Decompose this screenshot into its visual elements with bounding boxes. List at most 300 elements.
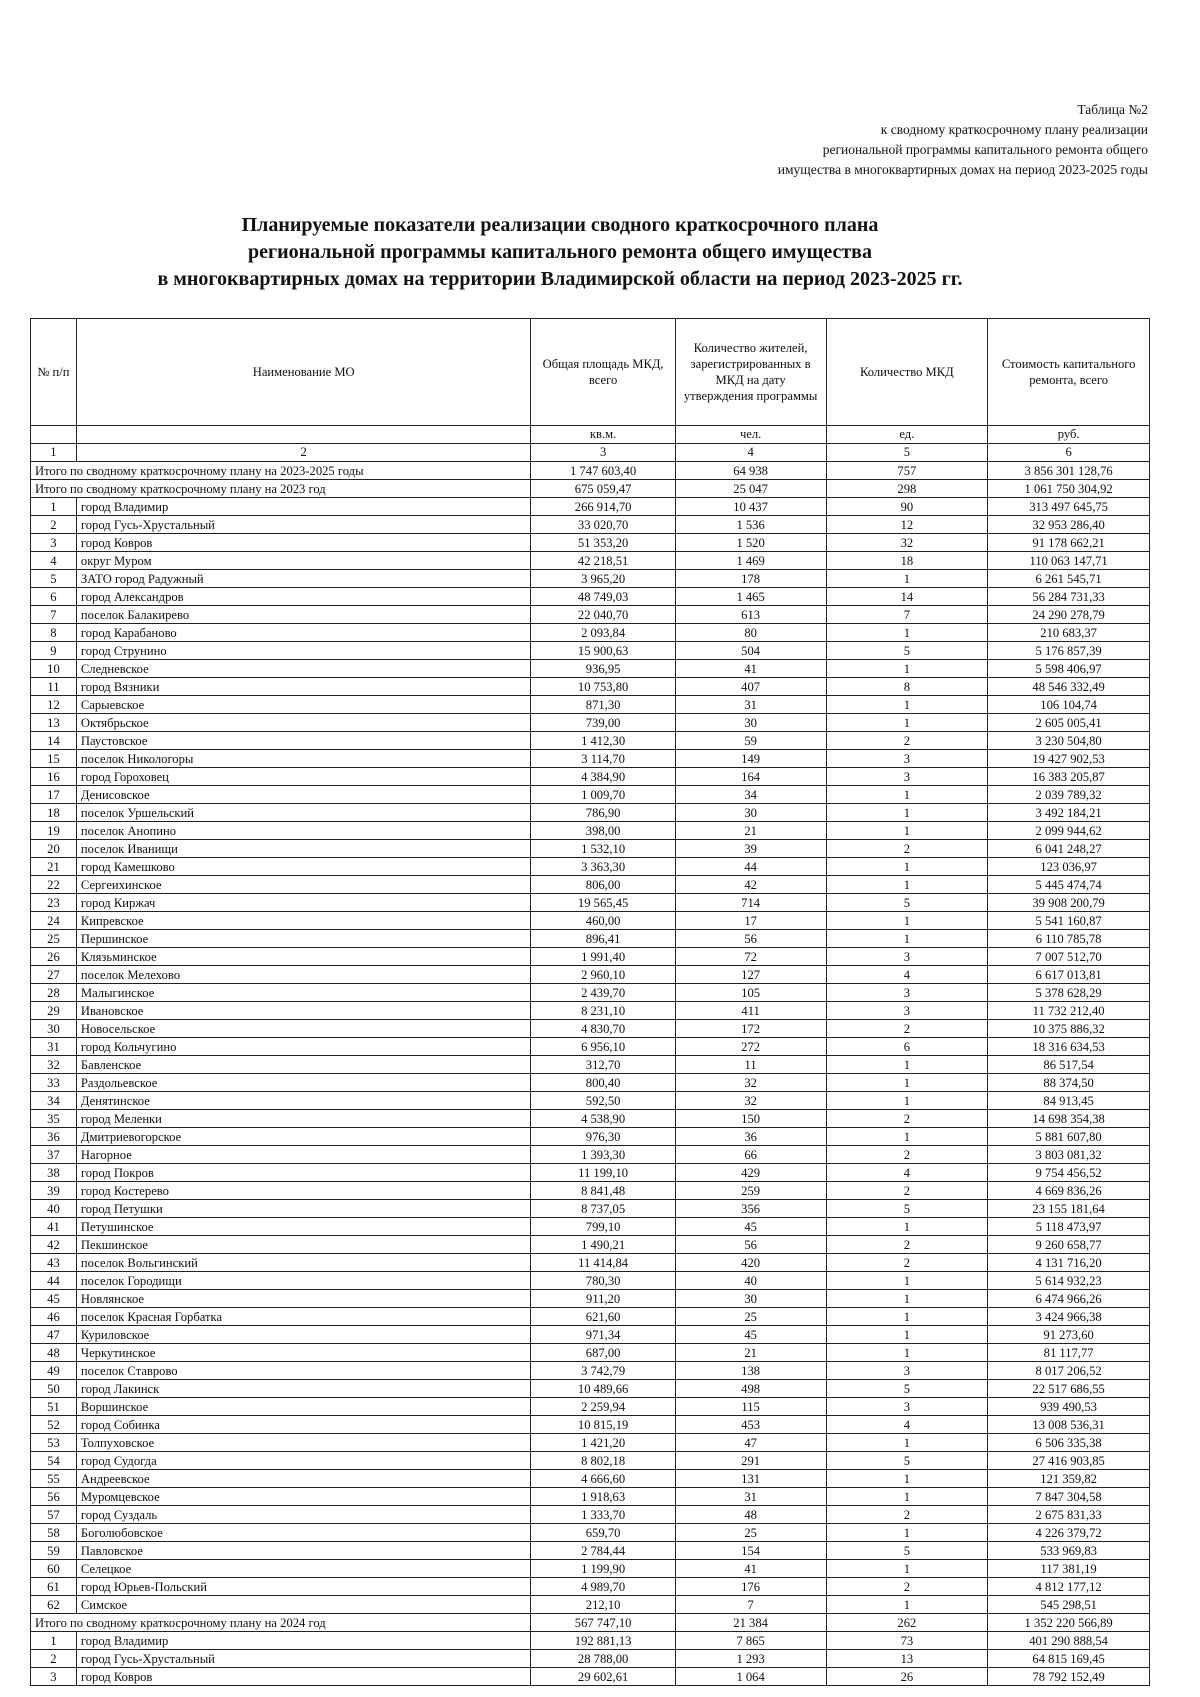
cost-cell: 313 497 645,75 [988,498,1150,516]
houses-cell: 1 [826,1074,988,1092]
table-row [31,1470,1150,1488]
residents-cell: 36 [675,1128,826,1146]
row-number: 43 [31,1254,77,1272]
table-row [31,1092,1150,1110]
houses-cell: 3 [826,948,988,966]
municipality-name: город Владимир [76,498,531,516]
municipality-name: Сергеихинское [76,876,531,894]
municipality-name: Бавленское [76,1056,531,1074]
row-number: 40 [31,1200,77,1218]
houses-cell: 1 [826,822,988,840]
title-line: в многоквартирных домах на территории Владимирской области на период 2023-2025 гг. [157,268,963,290]
cost-cell: 210 683,37 [988,624,1150,642]
area-cell: 976,30 [531,1128,675,1146]
table-row [31,534,1150,552]
table-row [31,984,1150,1002]
cost-cell: 91 178 662,21 [988,534,1150,552]
residents-cell: 21 [675,822,826,840]
residents-cell: 32 [675,1074,826,1092]
houses-cell: 1 [826,1470,988,1488]
cost-cell: 4 812 177,12 [988,1578,1150,1596]
area-cell: 1 532,10 [531,840,675,858]
table-row [31,678,1150,696]
residents-cell: 72 [675,948,826,966]
row-number: 56 [31,1488,77,1506]
houses-cell: 1 [826,1326,988,1344]
cost-cell: 24 290 278,79 [988,606,1150,624]
cost-cell: 23 155 181,64 [988,1200,1150,1218]
houses-cell: 298 [826,480,988,498]
residents-cell: 21 384 [675,1614,826,1632]
table-row [31,588,1150,606]
area-cell: 212,10 [531,1596,675,1614]
houses-cell: 4 [826,966,988,984]
caption-line: к сводному краткосрочному плану реализации [880,122,1148,137]
houses-cell: 18 [826,552,988,570]
table-row [31,858,1150,876]
municipality-name: Першинское [76,930,531,948]
cost-cell: 2 605 005,41 [988,714,1150,732]
municipality-name: Черкутинское [76,1344,531,1362]
column-header-name: Наименование МО [76,319,531,426]
table-row [31,1074,1150,1092]
area-cell: 4 830,70 [531,1020,675,1038]
houses-cell: 5 [826,1452,988,1470]
table-row [31,552,1150,570]
residents-cell: 272 [675,1038,826,1056]
area-cell: 621,60 [531,1308,675,1326]
municipality-name: поселок Вольгинский [76,1254,531,1272]
table-row [31,768,1150,786]
cost-cell: 84 913,45 [988,1092,1150,1110]
municipality-name: город Суздаль [76,1506,531,1524]
row-number: 46 [31,1308,77,1326]
residents-cell: 66 [675,1146,826,1164]
column-number: 3 [531,444,675,462]
area-cell: 911,20 [531,1290,675,1308]
area-cell: 3 363,30 [531,858,675,876]
municipality-name: поселок Городищи [76,1272,531,1290]
row-number: 27 [31,966,77,984]
municipality-name: город Кольчугино [76,1038,531,1056]
residents-cell: 17 [675,912,826,930]
cost-cell: 5 614 932,23 [988,1272,1150,1290]
area-cell: 1 918,63 [531,1488,675,1506]
cost-cell: 5 378 628,29 [988,984,1150,1002]
houses-cell: 2 [826,1236,988,1254]
column-number: 4 [675,444,826,462]
unit-houses: ед. [826,426,988,444]
row-number: 29 [31,1002,77,1020]
cost-cell: 32 953 286,40 [988,516,1150,534]
area-cell: 19 565,45 [531,894,675,912]
municipality-name: поселок Ставрово [76,1362,531,1380]
table-row [31,1560,1150,1578]
residents-cell: 59 [675,732,826,750]
residents-cell: 10 437 [675,498,826,516]
row-number: 48 [31,1344,77,1362]
table-row [31,1524,1150,1542]
row-number: 36 [31,1128,77,1146]
houses-cell: 12 [826,516,988,534]
area-cell: 10 753,80 [531,678,675,696]
houses-cell: 4 [826,1164,988,1182]
houses-cell: 1 [826,624,988,642]
municipality-name: город Петушки [76,1200,531,1218]
houses-cell: 5 [826,642,988,660]
row-number: 39 [31,1182,77,1200]
residents-cell: 420 [675,1254,826,1272]
area-cell: 675 059,47 [531,480,675,498]
houses-cell: 90 [826,498,988,516]
row-number: 32 [31,1056,77,1074]
cost-cell: 56 284 731,33 [988,588,1150,606]
row-number: 30 [31,1020,77,1038]
houses-cell: 1 [826,1488,988,1506]
cost-cell: 6 041 248,27 [988,840,1150,858]
cost-cell: 10 375 886,32 [988,1020,1150,1038]
municipality-name: город Вязники [76,678,531,696]
row-number: 14 [31,732,77,750]
houses-cell: 2 [826,1182,988,1200]
residents-cell: 504 [675,642,826,660]
residents-cell: 1 469 [675,552,826,570]
houses-cell: 1 [826,1056,988,1074]
row-number: 11 [31,678,77,696]
area-cell: 28 788,00 [531,1650,675,1668]
cost-cell: 8 017 206,52 [988,1362,1150,1380]
column-header-houses: Количество МКД [826,319,988,426]
municipality-name: Андреевское [76,1470,531,1488]
table-row [31,966,1150,984]
table-row [31,912,1150,930]
houses-cell: 3 [826,1002,988,1020]
houses-cell: 2 [826,1146,988,1164]
municipality-name: город Гусь-Хрустальный [76,516,531,534]
houses-cell: 3 [826,750,988,768]
cost-cell: 1 352 220 566,89 [988,1614,1150,1632]
cost-cell: 4 669 836,26 [988,1182,1150,1200]
column-header-cost: Стоимость капитального ремонта, всего [988,319,1150,426]
municipality-name: Селецкое [76,1560,531,1578]
caption-line: имущества в многоквартирных домах на период 2023-2025 годы [777,162,1148,177]
cost-cell: 9 260 658,77 [988,1236,1150,1254]
table-row [31,1308,1150,1326]
total-label: Итого по сводному краткосрочному плану на 2023 год [31,480,531,498]
area-cell: 266 914,70 [531,498,675,516]
table-row [31,948,1150,966]
area-cell: 4 666,60 [531,1470,675,1488]
cost-cell: 22 517 686,55 [988,1380,1150,1398]
residents-cell: 164 [675,768,826,786]
row-number: 57 [31,1506,77,1524]
table-row [31,1290,1150,1308]
residents-cell: 31 [675,1488,826,1506]
cost-cell: 18 316 634,53 [988,1038,1150,1056]
table-row [31,1650,1150,1668]
cost-cell: 88 374,50 [988,1074,1150,1092]
table-row [31,786,1150,804]
table-caption-note [628,100,1148,180]
table-row [31,1398,1150,1416]
area-cell: 11 414,84 [531,1254,675,1272]
total-label: Итого по сводному краткосрочному плану на 2024 год [31,1614,531,1632]
row-number: 2 [31,516,77,534]
table-row [31,696,1150,714]
residents-cell: 80 [675,624,826,642]
municipality-name: Денятинское [76,1092,531,1110]
area-cell: 3 114,70 [531,750,675,768]
houses-cell: 14 [826,588,988,606]
municipality-name: Куриловское [76,1326,531,1344]
houses-cell: 7 [826,606,988,624]
table-row [31,840,1150,858]
table-row [31,876,1150,894]
cost-cell: 5 445 474,74 [988,876,1150,894]
residents-cell: 48 [675,1506,826,1524]
municipality-name: Сарыевское [76,696,531,714]
area-cell: 1 199,90 [531,1560,675,1578]
area-cell: 11 199,10 [531,1164,675,1182]
residents-cell: 39 [675,840,826,858]
row-number: 26 [31,948,77,966]
residents-cell: 429 [675,1164,826,1182]
municipality-name: город Ковров [76,534,531,552]
column-header-residents: Количество жителей, зарегистрированных в МКД на дату утверждения программы [675,319,826,426]
table-row [31,1218,1150,1236]
municipality-name: Нагорное [76,1146,531,1164]
area-cell: 659,70 [531,1524,675,1542]
residents-cell: 498 [675,1380,826,1398]
houses-cell: 1 [826,570,988,588]
municipality-name: поселок Уршельский [76,804,531,822]
municipality-name: город Гороховец [76,768,531,786]
residents-cell: 11 [675,1056,826,1074]
row-number: 41 [31,1218,77,1236]
residents-cell: 172 [675,1020,826,1038]
row-number: 10 [31,660,77,678]
municipality-name: поселок Мелехово [76,966,531,984]
area-cell: 10 815,19 [531,1416,675,1434]
residents-cell: 47 [675,1434,826,1452]
row-number: 52 [31,1416,77,1434]
table-row [31,1146,1150,1164]
houses-cell: 1 [826,1308,988,1326]
area-cell: 8 841,48 [531,1182,675,1200]
municipality-name: Малыгинское [76,984,531,1002]
municipality-name: Муромцевское [76,1488,531,1506]
table-row [31,1668,1150,1686]
row-number: 3 [31,1668,77,1686]
municipality-name: город Александров [76,588,531,606]
area-cell: 8 802,18 [531,1452,675,1470]
houses-cell: 1 [826,1344,988,1362]
column-number: 5 [826,444,988,462]
row-number: 50 [31,1380,77,1398]
houses-cell: 1 [826,1524,988,1542]
residents-cell: 45 [675,1218,826,1236]
document-title [60,212,1060,293]
table-row [31,1362,1150,1380]
row-number: 23 [31,894,77,912]
row-number: 34 [31,1092,77,1110]
area-cell: 4 989,70 [531,1578,675,1596]
table-row [31,804,1150,822]
table-row [31,1434,1150,1452]
residents-cell: 453 [675,1416,826,1434]
area-cell: 1 747 603,40 [531,462,675,480]
municipality-name: Паустовское [76,732,531,750]
caption-line: региональной программы капитального ремонта общего [822,142,1148,157]
table-row [31,1164,1150,1182]
row-number: 25 [31,930,77,948]
area-cell: 1 009,70 [531,786,675,804]
table-row [31,1002,1150,1020]
residents-cell: 259 [675,1182,826,1200]
area-cell: 806,00 [531,876,675,894]
houses-cell: 4 [826,1416,988,1434]
houses-cell: 5 [826,1542,988,1560]
area-cell: 33 020,70 [531,516,675,534]
residents-cell: 32 [675,1092,826,1110]
area-cell: 800,40 [531,1074,675,1092]
row-number: 15 [31,750,77,768]
row-number: 13 [31,714,77,732]
table-row [31,1182,1150,1200]
residents-cell: 25 047 [675,480,826,498]
municipality-name: город Лакинск [76,1380,531,1398]
municipality-name: город Судогда [76,1452,531,1470]
houses-cell: 1 [826,1434,988,1452]
residents-cell: 407 [675,678,826,696]
cost-cell: 121 359,82 [988,1470,1150,1488]
cost-cell: 110 063 147,71 [988,552,1150,570]
cost-cell: 64 815 169,45 [988,1650,1150,1668]
table-row [31,1416,1150,1434]
residents-cell: 30 [675,1290,826,1308]
area-cell: 1 421,20 [531,1434,675,1452]
area-cell: 4 384,90 [531,768,675,786]
municipality-name: Денисовское [76,786,531,804]
row-number: 59 [31,1542,77,1560]
table-row [31,1038,1150,1056]
row-number: 31 [31,1038,77,1056]
indicators-table [30,318,1150,1686]
residents-cell: 7 865 [675,1632,826,1650]
municipality-name: Новосельское [76,1020,531,1038]
table-row [31,1452,1150,1470]
caption-line: Таблица №2 [1077,102,1148,117]
unit-area: кв.м. [531,426,675,444]
houses-cell: 1 [826,1290,988,1308]
houses-cell: 2 [826,1506,988,1524]
row-number: 62 [31,1596,77,1614]
municipality-name: Пекшинское [76,1236,531,1254]
table-row [31,1488,1150,1506]
municipality-name: Петушинское [76,1218,531,1236]
residents-cell: 291 [675,1452,826,1470]
table-row [31,1578,1150,1596]
title-line: Планируемые показатели реализации сводного краткосрочного плана [241,214,879,236]
cost-cell: 3 856 301 128,76 [988,462,1150,480]
cost-cell: 117 381,19 [988,1560,1150,1578]
municipality-name: город Киржач [76,894,531,912]
row-number: 22 [31,876,77,894]
houses-cell: 1 [826,1092,988,1110]
houses-cell: 1 [826,912,988,930]
table-row [31,1596,1150,1614]
cost-cell: 7 847 304,58 [988,1488,1150,1506]
units-row [31,426,1150,444]
row-number: 47 [31,1326,77,1344]
residents-cell: 7 [675,1596,826,1614]
houses-cell: 73 [826,1632,988,1650]
cost-cell: 7 007 512,70 [988,948,1150,966]
row-number: 9 [31,642,77,660]
cost-cell: 2 099 944,62 [988,822,1150,840]
table-row [31,498,1150,516]
title-line: региональной программы капитального ремонта общего имущества [248,241,872,263]
residents-cell: 21 [675,1344,826,1362]
row-number: 54 [31,1452,77,1470]
table-row [31,1272,1150,1290]
table-row [31,516,1150,534]
municipality-name: город Собинка [76,1416,531,1434]
row-number: 16 [31,768,77,786]
column-number: 2 [76,444,531,462]
residents-cell: 1 520 [675,534,826,552]
unit-cost: руб. [988,426,1150,444]
area-cell: 3 965,20 [531,570,675,588]
houses-cell: 32 [826,534,988,552]
area-cell: 592,50 [531,1092,675,1110]
row-number: 19 [31,822,77,840]
area-cell: 10 489,66 [531,1380,675,1398]
houses-cell: 3 [826,984,988,1002]
table-row [31,1380,1150,1398]
area-cell: 6 956,10 [531,1038,675,1056]
table-row [31,1506,1150,1524]
table-row [31,1200,1150,1218]
residents-cell: 56 [675,1236,826,1254]
table-body [31,462,1150,1686]
residents-cell: 42 [675,876,826,894]
cost-cell: 401 290 888,54 [988,1632,1150,1650]
table-row [31,1128,1150,1146]
municipality-name: город Карабаново [76,624,531,642]
houses-cell: 1 [826,804,988,822]
table-row [31,930,1150,948]
table-row [31,1542,1150,1560]
area-cell: 8 231,10 [531,1002,675,1020]
area-cell: 1 490,21 [531,1236,675,1254]
residents-cell: 1 293 [675,1650,826,1668]
area-cell: 896,41 [531,930,675,948]
area-cell: 2 439,70 [531,984,675,1002]
row-number: 7 [31,606,77,624]
cost-cell: 4 131 716,20 [988,1254,1150,1272]
row-number: 55 [31,1470,77,1488]
municipality-name: Симское [76,1596,531,1614]
municipality-name: город Юрьев-Польский [76,1578,531,1596]
houses-cell: 2 [826,1578,988,1596]
row-number: 58 [31,1524,77,1542]
houses-cell: 2 [826,840,988,858]
residents-cell: 176 [675,1578,826,1596]
cost-cell: 16 383 205,87 [988,768,1150,786]
municipality-name: Клязьминское [76,948,531,966]
residents-cell: 131 [675,1470,826,1488]
